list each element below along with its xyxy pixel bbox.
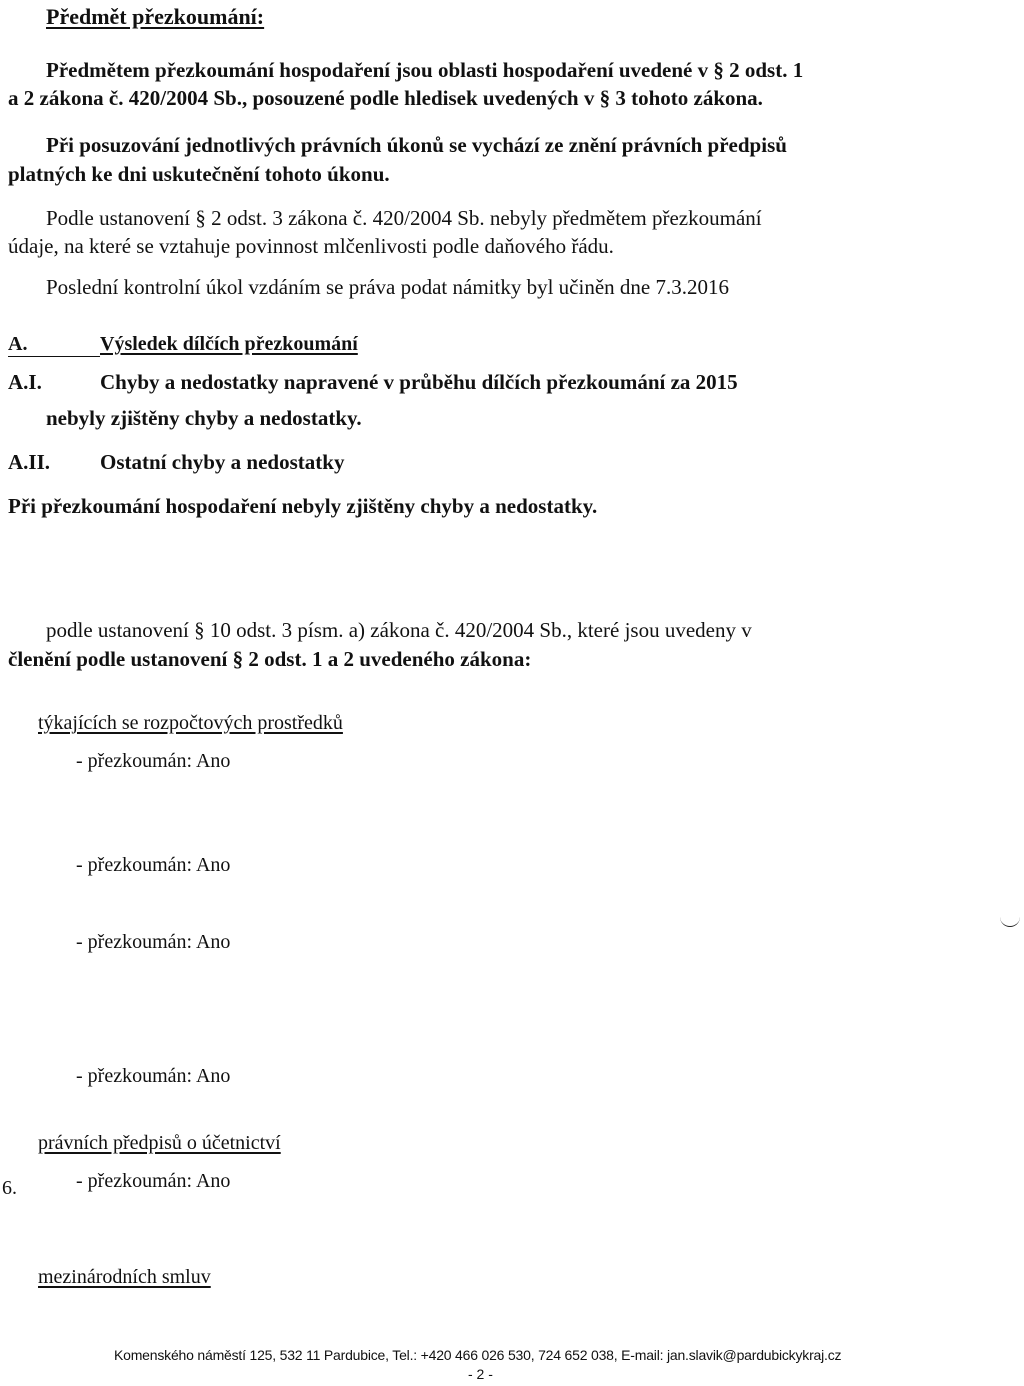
last-control-paragraph: Poslední kontrolní úkol vzdáním se práva podat námitky byl učiněn dne 7.3.2016 [46,275,729,299]
section-a-rule [8,356,100,357]
item-international-treaties: mezinárodních smluv [38,1266,211,1288]
footer-page-number: - 2 - [468,1366,493,1382]
section-a1-title: Chyby a nedostatky napravené v průběhu dílčích přezkoumání za 2015 [100,370,738,394]
item-2-reviewed: - přezkoumán: Ano [76,854,231,876]
item-3-reviewed: - přezkoumán: Ano [76,931,231,953]
footer-address: Komenského náměstí 125, 532 11 Pardubice, Tel.: +420 466 026 530, 724 652 038, E-mail: jan.slavik@pardubickykraj.cz [114,1347,842,1363]
intro-paragraph-line-1: Předmětem přezkoumání hospodaření jsou oblasti hospodaření uvedené v § 2 odst. 1 [46,58,804,82]
section-a-number: A. [8,333,28,355]
item-budget-resources: týkajících se rozpočtových prostředků [38,712,343,734]
section-a-title: Výsledek dílčích přezkoumání [100,333,358,355]
section-heading: Předmět přezkoumání: [46,4,265,29]
legal-acts-paragraph-line-1: Při posuzování jednotlivých právních úkonů se vychází ze znění právních předpisů [46,133,787,157]
section-a2-title: Ostatní chyby a nedostatky [100,450,345,474]
section-a1-number: A.I. [8,370,42,394]
section-a2-number: A.II. [8,450,51,474]
intro-paragraph-line-2: a 2 zákona č. 420/2004 Sb., posouzené podle hledisek uvedených v § 3 tohoto zákona. [8,86,763,110]
item-number-6: 6. [2,1177,17,1199]
exclusion-paragraph-line-1: Podle ustanovení § 2 odst. 3 zákona č. 420/2004 Sb. nebyly předmětem přezkoumání [46,206,762,230]
section-a2-text: Při přezkoumání hospodaření nebyly zjištěny chyby a nedostatky. [8,494,598,518]
item-budget-reviewed: - přezkoumán: Ano [76,750,231,772]
exclusion-paragraph-line-2: údaje, na které se vztahuje povinnost mlčenlivosti podle daňového řádu. [8,234,614,258]
item-4-reviewed: - přezkoumán: Ano [76,1065,231,1087]
section-a1-text: nebyly zjištěny chyby a nedostatky. [46,406,362,430]
scope-paragraph-line-1: podle ustanovení § 10 odst. 3 písm. a) zákona č. 420/2004 Sb., které jsou uvedeny v [46,618,752,642]
scan-mark [1000,914,1020,927]
item-accounting-reviewed: - přezkoumán: Ano [76,1170,231,1192]
legal-acts-paragraph-line-2: platných ke dni uskutečnění tohoto úkonu. [8,162,390,186]
scope-paragraph-line-2: členění podle ustanovení § 2 odst. 1 a 2 uvedeného zákona: [8,647,532,671]
item-accounting-regulations: právních předpisů o účetnictví [38,1132,281,1154]
